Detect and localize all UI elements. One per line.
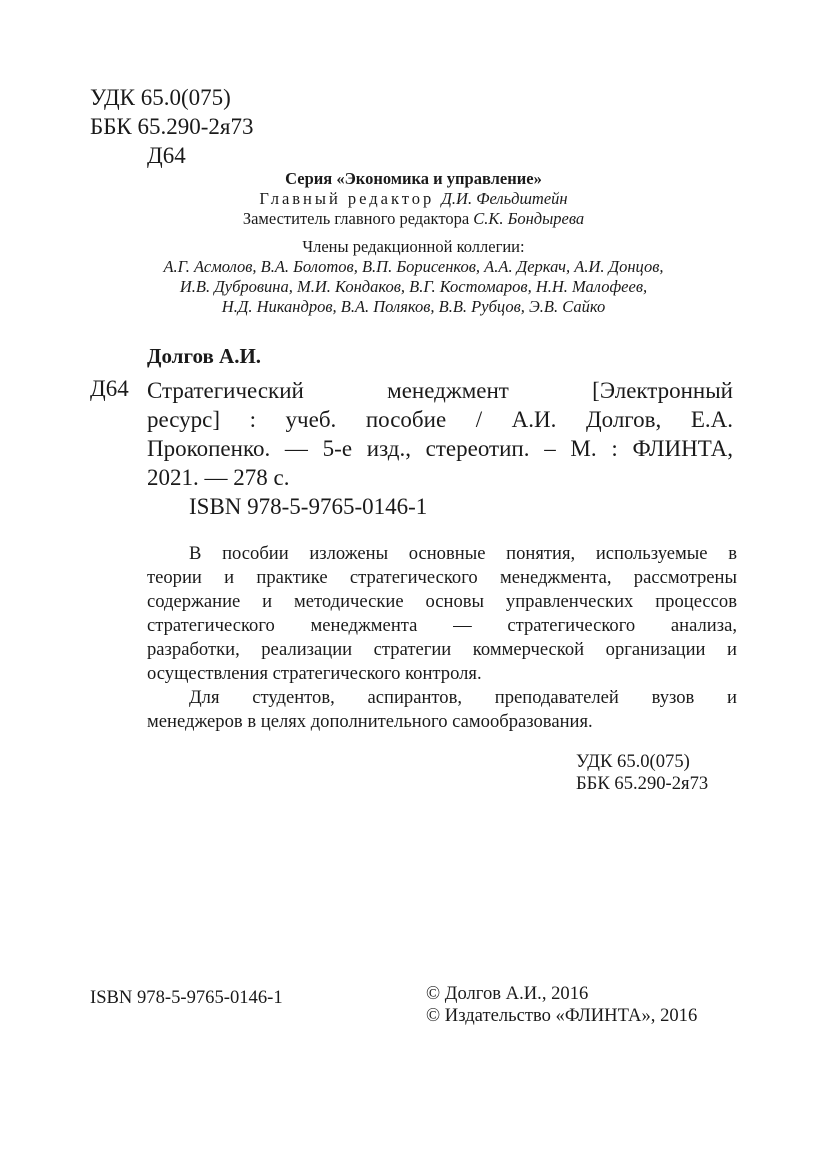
annotation-line: стратегического менеджмента — стратегического анализа, xyxy=(147,615,737,636)
bibliographic-isbn: ISBN 978-5-9765-0146-1 xyxy=(189,494,428,519)
author-heading: Долгов А.И. xyxy=(147,344,262,368)
deputy-editor-name: С.К. Бондырева xyxy=(473,209,585,228)
annotation-line: осуществления стратегического контроля. xyxy=(147,663,482,684)
deputy-editor-label: Заместитель главного редактора xyxy=(242,209,474,228)
board-members-line: И.В. Дубровина, М.И. Кондаков, В.Г. Костомаров, Н.Н. Малофеев, xyxy=(179,277,648,296)
bibliographic-line: ресурс] : учеб. пособие / А.И. Долгов, Е.А. xyxy=(147,407,733,432)
board-members-line: Н.Д. Никандров, В.А. Поляков, В.В. Рубцов, Э.В. Сайко xyxy=(221,297,606,316)
series-line xyxy=(0,168,827,189)
annotation-line: содержание и методические основы управленческих процессов xyxy=(147,591,737,612)
bibliographic-line: Прокопенко. — 5-е изд., стереотип. – М. : ФЛИНТА, xyxy=(147,436,733,461)
series-prefix: Серия xyxy=(285,169,337,188)
chief-editor-line xyxy=(0,188,827,209)
bibliographic-line: 2021. — 278 с. xyxy=(147,465,290,490)
deputy-editor-line xyxy=(0,208,827,229)
bbk-code-bottom: ББК 65.290-2я73 xyxy=(576,773,709,794)
annotation xyxy=(147,542,737,734)
chief-editor-label: Главный редактор xyxy=(259,189,442,208)
bibliographic-line: Стратегический менеджмент [Электронный xyxy=(147,378,733,403)
bibliographic-description xyxy=(147,376,733,521)
author-mark: Д64 xyxy=(147,143,186,168)
udk-code-bottom: УДК 65.0(075) xyxy=(576,751,690,772)
annotation-line: Для студентов, аспирантов, преподавателей вузов и xyxy=(189,687,737,708)
board-label: Члены редакционной коллегии: xyxy=(302,237,525,256)
copyright-author: © Долгов А.И., 2016 xyxy=(426,983,589,1004)
board-members-line: А.Г. Асмолов, В.А. Болотов, В.П. Борисенков, А.А. Деркач, А.И. Донцов, xyxy=(163,257,664,276)
author-mark-margin: Д64 xyxy=(90,376,129,401)
annotation-line: менеджеров в целях дополнительного самообразования. xyxy=(147,711,593,732)
bbk-code: ББК 65.290-2я73 xyxy=(90,114,254,139)
chief-editor-name: Д.И. Фельдштейн xyxy=(441,189,568,208)
annotation-line: теории и практике стратегического менеджмента, рассмотрены xyxy=(147,567,737,588)
footer-isbn: ISBN 978-5-9765-0146-1 xyxy=(90,987,283,1008)
annotation-line: В пособии изложены основные понятия, используемые в xyxy=(189,543,737,564)
series-name: «Экономика и управление» xyxy=(336,169,542,188)
annotation-line: разработки, реализации стратегии коммерческой организации и xyxy=(147,639,737,660)
copyright-publisher: © Издательство «ФЛИНТА», 2016 xyxy=(426,1005,698,1026)
udk-code: УДК 65.0(075) xyxy=(90,85,231,110)
